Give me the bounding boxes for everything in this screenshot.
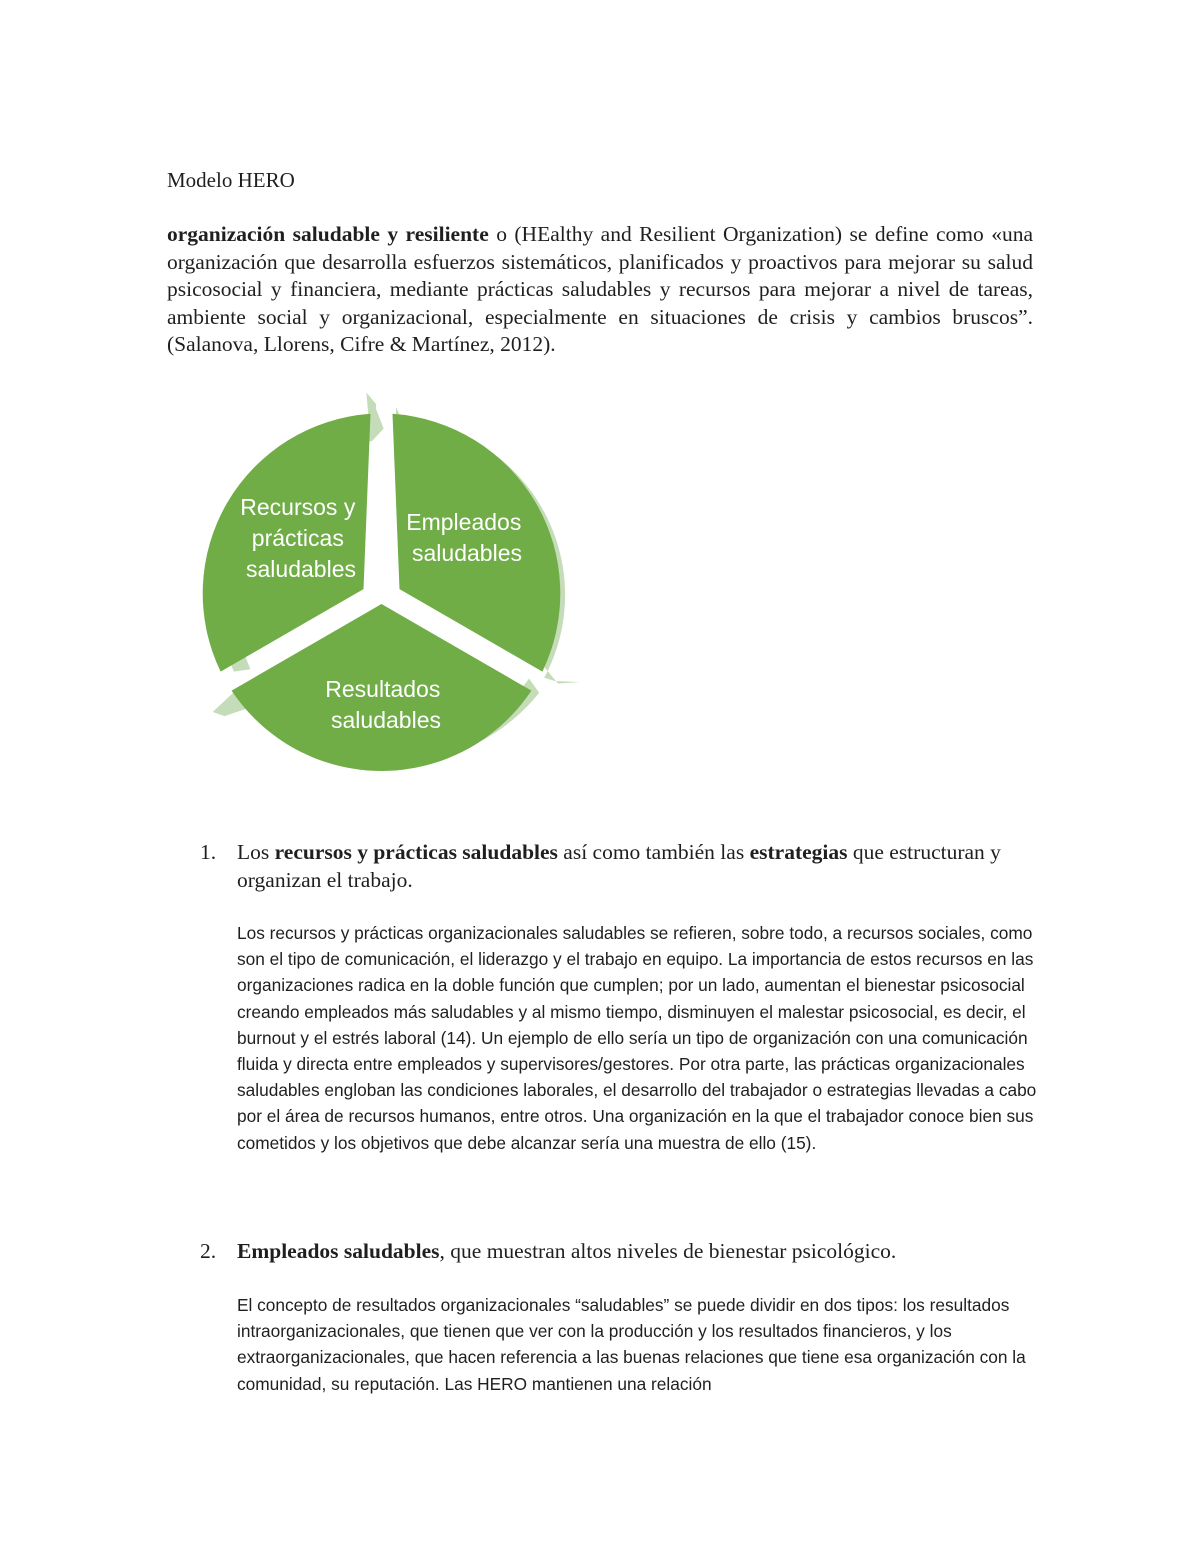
list-item-2: 2. Empleados saludables, que muestran altos niveles de bienestar psicológico. bbox=[200, 1239, 897, 1263]
intro-text: o (HEalthy and Resilient Organization) se define como «una organización que desarrolla esfuerzos sistemáticos, planificados y proactivos para mejorar su salud psicosocial y financiera, mediante prácticas saludables y recursos para mejorar a nivel de tareas, ambiente social y organizacional, especialmente en situaciones de crisis y cambios bruscos”. (Salanova, Llorens, Cifre & Martínez, 2012). bbox=[167, 222, 1034, 356]
list-item-1-number: 1. bbox=[200, 840, 217, 864]
list-item-1-paragraph: Los recursos y prácticas organizacionales saludables se refieren, sobre todo, a recursos sociales, como son el tipo de comunicación, el liderazgo y el trabajo en equipo. La importancia de estos recursos en las organizaciones radica en la doble función que cumplen; por un lado, aumentan el bienestar psicosocial creando empleados más saludables y al mismo tiempo, disminuyen el malestar psicosocial, es decir, el burnout y el estrés laboral (14). Un ejemplo de ello sería un tipo de organización con una comunicación fluida y directa entre empleados y supervisores/gestores. Por otra parte, las prácticas organizacionales saludables engloban las condiciones laborales, el desarrollo del trabajador o estrategias llevadas a cabo por el área de recursos humanos, entre otros. Una organización en la que el trabajador conoce bien sus cometidos y los objetivos que debe alcanzar sería una muestra de ello (15). bbox=[237, 923, 1037, 1153]
list-item-2-paragraph: El concepto de resultados organizacionales “saludables” se puede dividir en dos tipos: los resultados intraorganizacionales, que tienen que ver con la producción y los resultados financieros, y los extraorganizacionales, que hacen referencia a las buenas relaciones que tiene esa organización con la comunidad, su reputación. Las HERO mantienen una relación bbox=[237, 1295, 1026, 1394]
intro-paragraph bbox=[167, 221, 1033, 359]
list-item-1-bold-b: estrategias bbox=[749, 840, 848, 864]
list-item-1: 1. Los recursos y prácticas saludables así como también las estrategias que estructuran y organizan el trabajo. bbox=[200, 840, 1001, 892]
intro-bold-term: organización saludable y resiliente bbox=[167, 222, 489, 246]
list-item-2-bold: Empleados saludables bbox=[237, 1239, 440, 1263]
segment-recursos-label: Recursos y prácticas saludables bbox=[240, 494, 356, 582]
list-item-1-bold-a: recursos y prácticas saludables bbox=[274, 840, 558, 864]
hero-cycle-diagram bbox=[190, 385, 610, 805]
list-item-2-number: 2. bbox=[200, 1239, 217, 1263]
segment-resultados-label: Resultados saludables bbox=[325, 676, 441, 733]
page-title: Modelo HERO bbox=[167, 168, 295, 192]
segment-empleados-label: Empleados saludables bbox=[406, 509, 522, 566]
